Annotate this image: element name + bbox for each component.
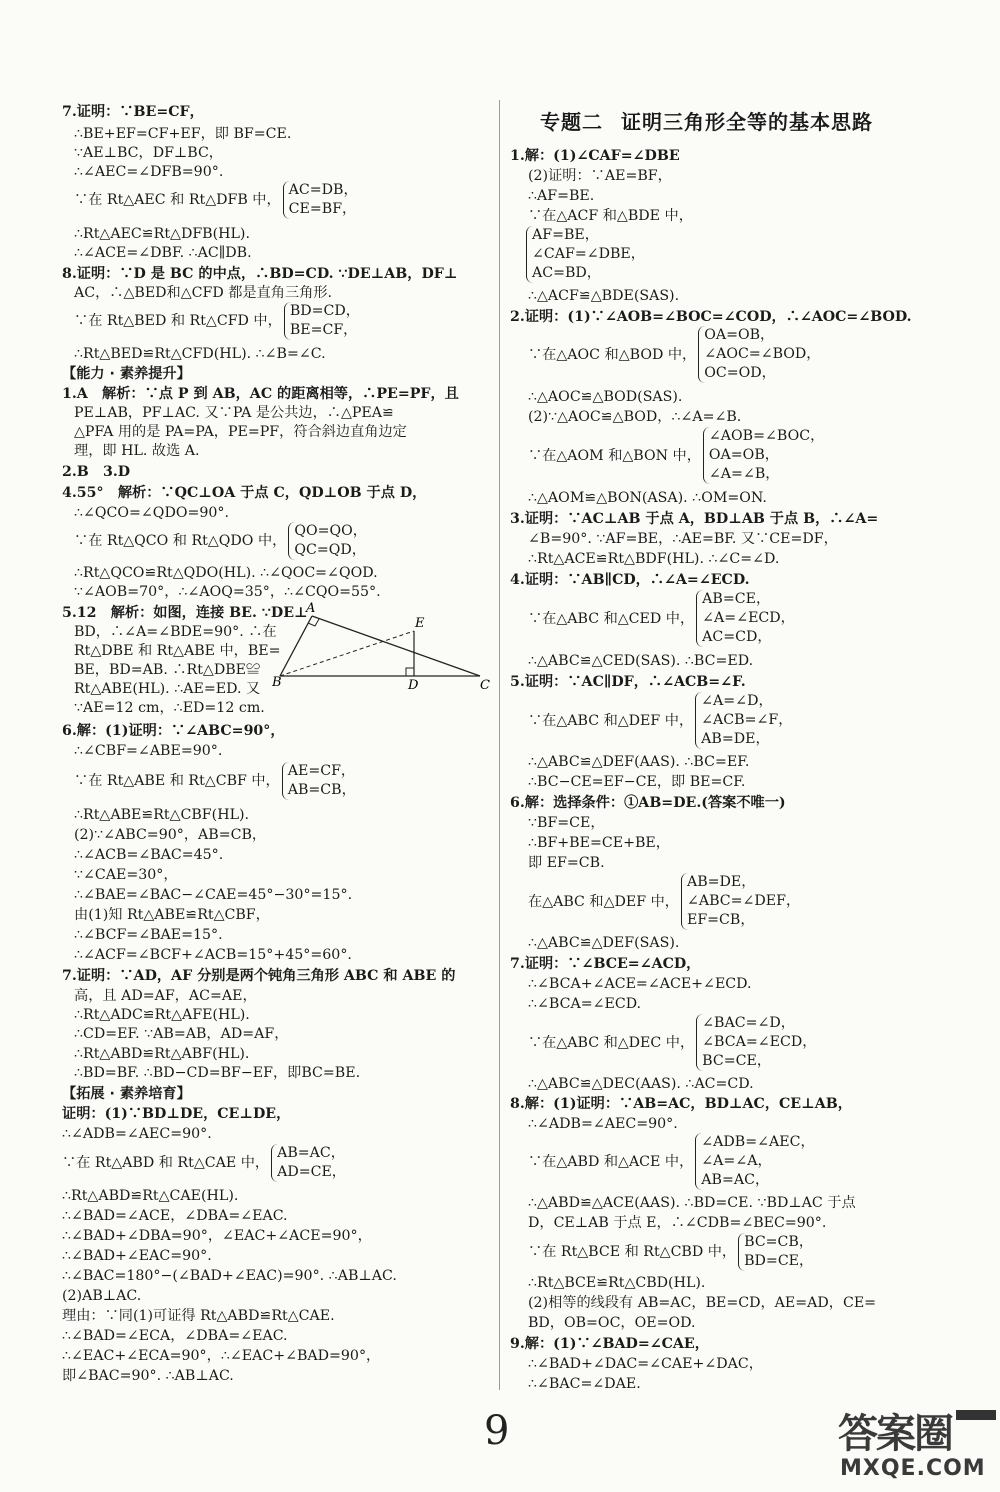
text-line: ∴BD=BF. ∴BD−CD=BF−EF，即BC=BE. [74,1065,361,1081]
text-line: ∴∠BAC=180°−(∠BAD+∠EAC)=90°. ∴AB⊥AC. [62,1268,397,1284]
equation-system [74,522,367,560]
equation-system [528,1233,813,1271]
text-line: ∴AF=BE. [528,188,595,204]
brace-group [681,873,800,930]
equation-system [528,873,800,930]
system-line: ∠CAF=∠DBE， [532,246,645,262]
text-line: ∴∠BCF=∠BAE=15°. [74,927,223,943]
system-line: AB=CB， [287,782,356,798]
text-line: D，CE⊥AB 于点 E，∴∠CDB=∠BEC=90°. [528,1215,827,1231]
text-line: ∴BE+EF=CF+EF，即 BF=CE. [74,126,292,142]
text-line: ∴∠BAD+∠DAC=∠CAE+∠DAC， [528,1356,763,1372]
system-line: AD=CE， [277,1164,346,1180]
system-intro: ∵在 Rt△BCE 和 Rt△CBD 中， [528,1244,737,1260]
text-line: 高，且 AD=AF，AC=AE， [74,988,257,1004]
geometry-figure [272,598,494,690]
section-heading: 【能力 · 素养提升】 [62,366,191,382]
system-line: BD=CE， [744,1253,814,1269]
system-line: BE=CF， [289,322,358,338]
text-line: (2)证明：∵AE=BF， [528,168,672,184]
text-line: ∴Rt△ADC≌Rt△AFE(HL). [74,1007,250,1023]
text-line: ∴∠BCA=∠ECD. [528,996,642,1012]
system-line: ∠A=∠ECD， [702,610,795,626]
system-intro: ∵在△ABC 和△CED 中， [528,610,695,627]
text-line: 即∠BAC=90°. ∴AB⊥AC. [62,1368,234,1384]
text-line: ∴Rt△BED≌Rt△CFD(HL). ∴∠B=∠C. [74,346,326,362]
equation-system [528,692,792,749]
section-title [540,106,873,135]
equation-system [528,590,795,647]
system-line: AB=DE， [701,731,770,747]
text-line: PE⊥AB，PF⊥AC. 又∵PA 是公共边，∴△PEA≌ [74,405,394,421]
text-line: ∴Rt△AEC≌Rt△DFB(HL). [74,226,250,242]
system-line: BC=CB， [744,1234,814,1250]
system-line: AB=AC， [701,1172,770,1188]
system-line: ∠ACB=∠F， [701,712,793,728]
section-heading: 【拓展 · 素养培育】 [62,1086,191,1102]
text-line: ∵AE⊥BC，DF⊥BC， [74,145,223,161]
text-line: 4.55° 解析：∵QC⊥OA 于点 C，QD⊥OB 于点 D， [62,485,427,501]
text-line: 理由：∵同(1)可证得 Rt△ABD≌Rt△CAE. [62,1308,335,1324]
text-line: 8.证明：∵D 是 BC 的中点，∴BD=CD. ∵DE⊥AB，DF⊥ [62,266,458,282]
text-line: ∴∠ADB=∠AEC=90°. [62,1126,212,1142]
brace-group [698,326,820,383]
text-line: ∴△ABD≌△ACE(AAS). ∴BD=CE. ∵BD⊥AC 于点 [528,1195,856,1211]
text-line: ∴∠ACB=∠BAC=45°. [74,847,224,863]
text-line: ∴∠EAC+∠ECA=90°，∴∠EAC+∠BAD=90°， [62,1348,381,1364]
text-line: ∴∠BAE=∠BAC−∠CAE=45°−30°=15°. [74,887,353,903]
text-line: Rt△DBE 和 Rt△ABE 中，BE= [74,643,281,659]
text-line: BD，OB=OC，OE=OD. [528,1315,696,1331]
text-line: (2)∵∠ABC=90°，AB=CB， [74,827,267,843]
system-intro: ∵在△ABC 和△DEF 中， [528,712,694,729]
text-line: 5.12 解析：如图，连接 BE. ∵DE⊥ [62,605,308,621]
text-line: ∴∠BAC=∠DAE. [528,1376,641,1392]
brace-group [738,1233,813,1271]
text-line: ∴Rt△QCO≌Rt△QDO(HL). ∴∠QOC=∠QOD. [74,565,378,581]
label-c: C [480,678,490,690]
text-line: ∵BF=CE， [528,815,605,831]
system-intro: ∵在 Rt△AEC 和 Rt△DFB 中， [74,192,281,208]
text-line: ∴∠BAD=∠ACE，∠DBA=∠EAC. [62,1208,288,1224]
text-line: 2.证明：(1)∵∠AOB=∠BOC=∠COD，∴∠AOC=∠BOD. [510,309,912,325]
text-line: 证明：(1)∵BD⊥DE，CE⊥DE， [62,1106,291,1122]
brace-group [282,762,356,800]
system-line: EF=CB， [686,912,755,928]
system-intro: ∵在△AOC 和△BOD 中， [528,346,697,363]
text-line: ∠B=90°. ∵AF=BE，∴AE=BF. 又∵CE=DF， [528,531,838,547]
text-line: ∵∠CAE=30°， [74,867,178,883]
text-line: ∴△ABC≌△CED(SAS). ∴BC=ED. [528,653,754,669]
text-line: 4.证明：∵AB∥CD，∴∠A=∠ECD. [510,572,750,588]
equation-system [528,326,821,383]
text-line: ∴∠ACE=∠DBF. ∴AC∥DB. [74,245,252,261]
text-line: ∵∠AOB=70°，∴∠AOQ=35°，∴∠CQO=55°. [74,584,381,600]
system-intro: ∵在 Rt△BED 和 Rt△CFD 中， [74,313,282,329]
text-line: ∴△AOC≌△BOD(SAS). [528,389,683,405]
system-line: ∠BCA=∠ECD， [702,1034,817,1050]
text-line: 5.证明：∵AC∥DF，∴∠ACB=∠F. [510,674,746,690]
watermark-url: MXQE.COM [840,1456,986,1481]
system-line: AB=DE， [686,874,756,890]
text-line: 8.解：(1)证明：∵AB=AC，BD⊥AC，CE⊥AB， [510,1096,852,1112]
system-line: ∠ABC=∠DEF， [686,893,801,909]
text-line: 1.解：(1)∠CAF=∠DBE [510,148,680,164]
text-line: BD，∴∠A=∠BDE=90°. ∴在 [74,624,277,640]
text-line: ∴∠AEC=∠DFB=90°. [74,164,224,180]
text-line: ∴Rt△ABD≌Rt△CAE(HL). [62,1188,239,1204]
text-line: ∵AE=12 cm，∴ED=12 cm. [74,700,265,716]
section-title-number: 专题二 [540,110,603,134]
system-line: QO=QO， [294,523,367,539]
system-line: OA=OB， [708,447,779,463]
brace-group [283,181,358,219]
watermark-text: 答案圈 [838,1411,952,1457]
label-e: E [415,616,425,631]
text-line: AC，∴△BED和△CFD 都是直角三角形. [74,285,333,301]
text-line: 7.证明：∵∠BCE=∠ACD， [510,956,701,972]
equation-system [74,302,360,340]
system-line: ∠A=∠A， [701,1153,772,1169]
text-line: Rt△ABE(HL). ∴AE=ED. 又 [74,681,261,697]
text-line: ∴∠ACF=∠BCF+∠ACB=15°+45°=60°. [74,947,352,963]
system-line: AC=CD， [702,629,772,645]
text-line: ∴△ACF≌△BDE(SAS). [528,288,680,304]
system-line: OC=OD， [704,365,776,381]
brace-group [526,226,645,283]
system-intro: ∵在△ABD 和△ACE 中， [528,1153,694,1170]
system-line: BD=CD， [289,303,360,319]
column-divider [499,100,500,1390]
text-line: 6.解：选择条件：①AB=DE.(答案不唯一) [510,795,786,811]
section-title-text: 证明三角形全等的基本思路 [621,110,873,134]
system-intro: ∵在 Rt△ABE 和 Rt△CBF 中， [74,773,280,789]
brace-group [271,1144,346,1182]
system-intro: 在△ABC 和△DEF 中， [528,893,679,910]
label-d: D [408,678,419,690]
system-line: QC=QD， [294,542,366,558]
text-line: ∴BF+BE=CE+BE， [528,835,670,851]
equation-system [528,427,824,484]
brace-group [703,427,824,484]
system-line: ∠AOB=∠BOC， [708,428,825,444]
system-line: AC=DB， [288,182,358,198]
system-intro: ∵在 Rt△QCO 和 Rt△QDO 中， [74,533,287,549]
text-line: (2)相等的线段有 AB=AC，BE=CD，AE=AD，CE= [528,1295,877,1311]
text-line: ∴Rt△ABD≌Rt△ABF(HL). [74,1046,250,1062]
brace-group [284,302,360,340]
equation-system [528,1133,815,1190]
system-line: OA=OB， [704,327,775,343]
text-line: ∴∠CBF=∠ABE=90°. [74,743,223,759]
system-intro: ∵在△AOM 和△BON 中， [528,447,701,464]
system-intro: ∵在△ABC 和△DEC 中， [528,1034,695,1051]
text-line: ∴△ABC≌△DEF(SAS). [528,935,680,951]
text-line: 由(1)知 Rt△ABE≌Rt△CBF， [74,907,270,923]
text-line: (2)∵△AOC≌△BOD，∴∠A=∠B. [528,409,742,425]
brace-group [696,1014,816,1071]
text-line: ∴Rt△ABE≌Rt△CBF(HL). [74,807,250,823]
text-line: ∴∠BAD+∠EAC=90°. [62,1248,212,1264]
equation-system [524,226,645,283]
equation-system [62,1144,346,1182]
text-line: ∴Rt△ACE≌Rt△BDF(HL). ∴∠C=∠D. [528,551,780,567]
text-line: 2.B 3.D [62,464,131,480]
text-line: ∴∠BCA+∠ACE=∠ACE+∠ECD. [528,976,752,992]
text-line: ∴CD=EF. ∵AB=AB，AD=AF， [74,1026,289,1042]
text-line: ∴∠BAD+∠DBA=90°，∠EAC+∠ACE=90°， [62,1228,372,1244]
equation-system [528,1014,816,1071]
watermark-bar [956,1410,996,1420]
text-line: 理，即 HL. 故选 A. [74,443,200,459]
text-line: 3.证明：∵AC⊥AB 于点 A，BD⊥AB 于点 B，∴∠A= [510,511,879,527]
text-line: ∴Rt△BCE≌Rt△CBD(HL). [528,1275,706,1291]
text-line: ∴BC−CE=EF−CE，即 BE=CF. [528,774,746,790]
label-b: B [272,675,282,690]
brace-group [696,590,795,647]
text-line: ∵在△ACF 和△BDE 中， [528,208,693,224]
system-line: AF=BE， [532,227,599,243]
text-line: 7.证明：∵AD，AF 分别是两个钝角三角形 ABC 和 ABE 的 [62,968,456,984]
text-line: ∴∠QCO=∠QDO=90°. [74,505,229,521]
brace-group [695,692,792,749]
system-line: AC=BD， [532,265,601,281]
page-number: 9 [484,1408,510,1454]
segment-ac [312,616,480,676]
system-line: ∠A=∠D， [701,693,773,709]
text-line: ∴△AOM≌△BON(ASA). ∴OM=ON. [528,490,767,506]
system-line: ∠BAC=∠D， [702,1015,795,1031]
brace-group [695,1133,814,1190]
system-line: CE=BF， [288,201,357,217]
text-line: ∴△ABC≌△DEC(AAS). ∴AC=CD. [528,1076,754,1092]
text-line: 1.A 解析：∵点 P 到 AB，AC 的距离相等，∴PE=PF，且 [62,386,459,402]
text-line: ∴∠ADB=∠AEC=90°. [528,1116,678,1132]
text-line: 6.解：(1)证明：∵∠ABC=90°， [62,723,285,739]
label-a: A [306,601,316,616]
equation-system [74,762,356,800]
text-line: △PFA 用的是 PA=PA，PE=PF，符合斜边直角边定 [74,424,407,440]
brace-group [288,522,367,560]
text-line: 即 EF=CB. [528,855,605,871]
text-line: ∴∠BAD=∠ECA，∠DBA=∠EAC. [62,1328,288,1344]
system-line: ∠AOC=∠BOD， [704,346,821,362]
right-angle-mark-d [406,668,414,676]
system-line: AB=CE， [702,591,771,607]
system-line: AE=CF， [287,763,356,779]
text-line: 7.证明：∵BE=CF， [62,104,204,120]
text-line: 9.解：(1)∵∠BAD=∠CAE， [510,1336,709,1352]
system-line: AB=AC， [277,1145,345,1161]
equation-system [74,181,358,219]
text-line: (2)AB⊥AC. [62,1288,142,1304]
text-line: BE，BD=AB. ∴Rt△DBE≌ [74,662,261,678]
text-line: ∴△ABC≌△DEF(AAS). ∴BC=EF. [528,754,750,770]
system-line: ∠ADB=∠AEC， [701,1134,815,1150]
system-intro: ∵在 Rt△ABD 和 Rt△CAE 中， [62,1155,270,1171]
system-line: ∠A=∠B， [708,466,780,482]
watermark-logo [838,1400,996,1488]
system-line: BC=CE， [702,1053,772,1069]
